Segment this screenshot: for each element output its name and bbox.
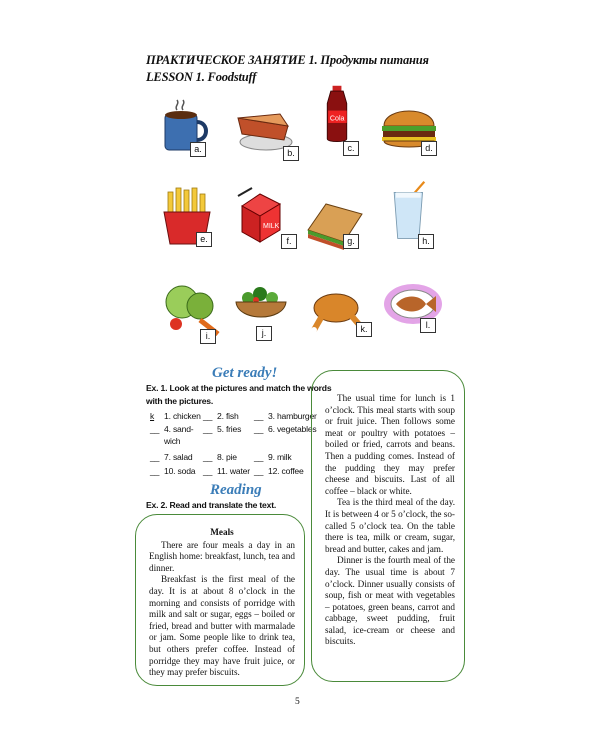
answer-blank: __ <box>254 411 264 421</box>
answer-blank: __ <box>150 452 160 462</box>
word-item: 1. chicken <box>164 411 201 421</box>
picture-label: f. <box>281 234 297 249</box>
soda-bottle-icon <box>306 84 368 146</box>
meals-text-box-right <box>311 370 465 682</box>
picture-label: e. <box>196 232 212 247</box>
word-item: 2. fish <box>217 411 239 421</box>
word-item: 9. milk <box>268 452 292 462</box>
meals-title: Meals <box>210 527 234 537</box>
title-russian: ПРАКТИЧЕСКОЕ ЗАНЯТИЕ 1. Продукты питания <box>146 53 429 67</box>
page-number: 5 <box>295 697 300 707</box>
meals-text-box-left <box>135 514 305 686</box>
answer-blank: __ <box>254 466 264 476</box>
picture-label: d. <box>421 141 437 156</box>
svg-text:Cola: Cola <box>329 114 345 123</box>
word-item: 10. soda <box>164 466 196 476</box>
exercise-2-instruction: Ex. 2. Read and translate the text. <box>146 500 277 510</box>
word-item: 7. salad <box>164 452 193 462</box>
answer-blank: __ <box>203 411 213 421</box>
reading-heading: Reading <box>210 482 262 498</box>
answer-blank: __ <box>254 424 264 434</box>
get-ready-heading: Get ready! <box>212 365 278 381</box>
picture-label: g. <box>343 234 359 249</box>
word-item: 3. hamburger <box>268 411 317 421</box>
answer-blank: __ <box>203 424 213 434</box>
answer-blank: __ <box>254 452 264 462</box>
answer-blank: k <box>150 411 155 421</box>
word-item: 4. sand- <box>164 424 194 434</box>
picture-label: j. <box>256 326 272 341</box>
word-item: wich <box>164 436 181 446</box>
title-english: LESSON 1. Foodstuff <box>146 70 257 84</box>
answer-blank: __ <box>203 452 213 462</box>
word-item: 5. fries <box>217 424 242 434</box>
picture-label: l. <box>420 318 436 333</box>
picture-label: h. <box>418 234 434 249</box>
picture-label: c. <box>343 141 359 156</box>
paragraph: Breakfast is the first meal of the day. It is at about 8 o’clock in the morning and consists of porridge with milk and salt or sugar, eggs – boiled or fried, bread and butter with marmalade or jam. Some people like to drink tea, but others prefer coffee. Instead of porridge they may have fruit juice, or they may prefer biscuits. <box>149 574 295 678</box>
answer-blank: __ <box>203 466 213 476</box>
answer-blank: __ <box>150 424 160 434</box>
picture-label: k. <box>356 322 372 337</box>
word-item: 8. pie <box>217 452 237 462</box>
exercise-1-line2: with the pictures. <box>146 396 214 406</box>
exercise-1-line1: Ex. 1. Look at the pictures and match the words <box>146 383 332 393</box>
picture-label: a. <box>190 142 206 157</box>
word-item: 6. vegetables <box>268 424 317 434</box>
paragraph: The usual time for lunch is 1 o’clock. This meal starts with soup or fruit juice. Then follows some meat or poultry with potatoes – boiled or fried, carrots and beans. Then a pudding comes. Instead of the pudding they may prefer cheese and biscuits. Last of all coffee – black or white. <box>325 393 455 496</box>
tea-cup-icon <box>155 96 217 158</box>
word-item: 11. water <box>217 466 250 476</box>
svg-text:MILK: MILK <box>263 223 280 230</box>
paragraph: Tea is the third meal of the day. It is between 4 or 5 o’clock, the so-called 5 o’clock tea. On the table there is tea, milk or cream, sugar, bread and butter, cakes and jam. <box>325 497 455 554</box>
answer-blank: __ <box>150 466 160 476</box>
picture-label: b. <box>283 146 299 161</box>
picture-label: i. <box>200 329 216 344</box>
water-glass-icon <box>380 180 442 242</box>
paragraph: Dinner is the fourth meal of the day. The usual time is about 7 o’clock. Dinner usually consists of soup, fish or meat with vegetables – potatoes, green beans, carrot and cabbage, sweet pudding, fruit salad, ice-cream or cheese and biscuits. <box>325 555 455 647</box>
word-match-grid <box>150 411 317 481</box>
paragraph: There are four meals a day in an English home: breakfast, lunch, tea and dinner. <box>149 539 295 573</box>
word-item: 12. coffee <box>268 466 304 476</box>
